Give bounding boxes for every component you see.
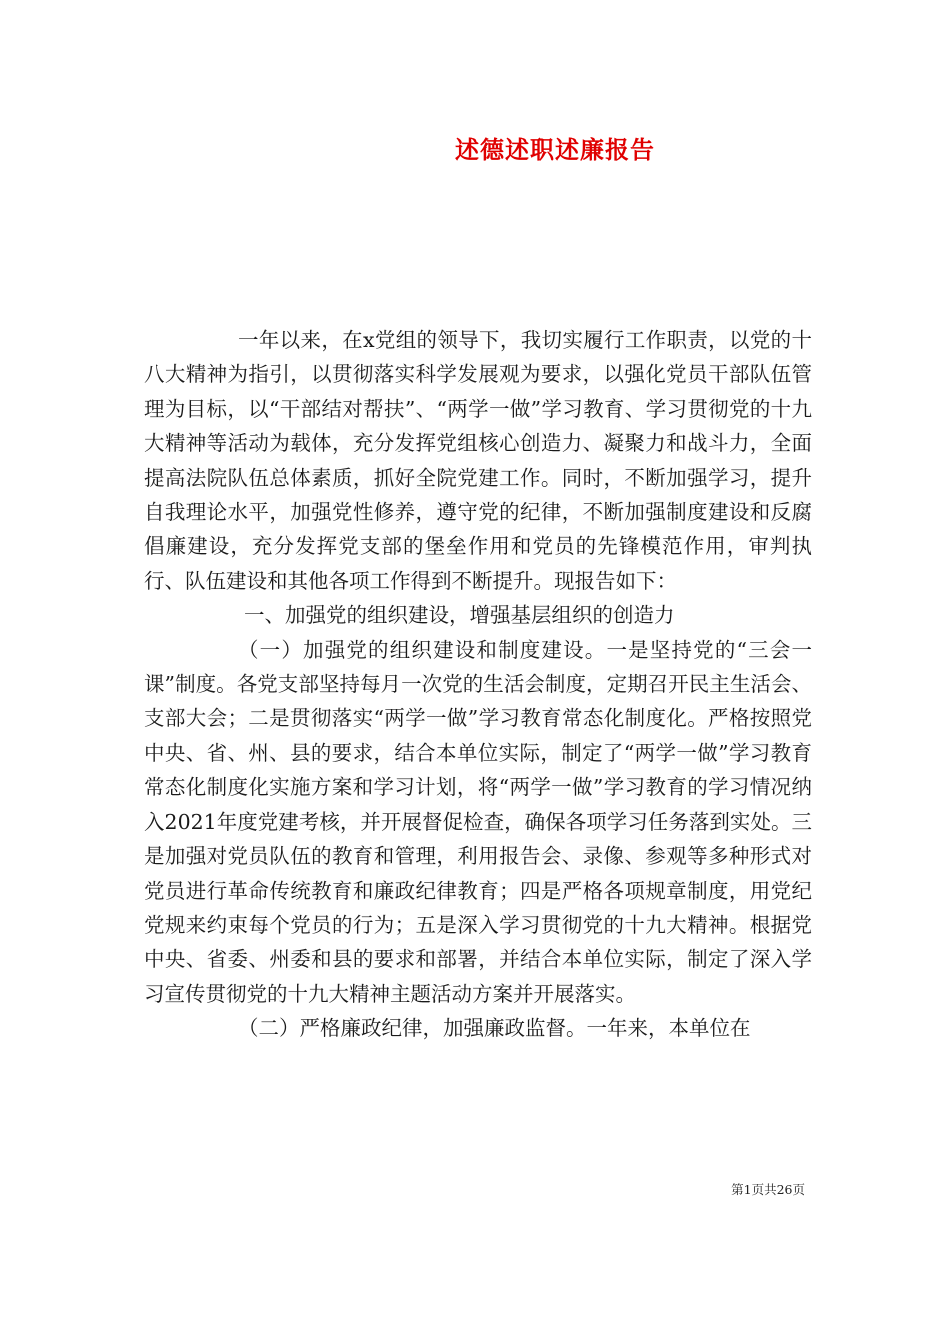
subsection-1-paragraph: （一）加强党的组织建设和制度建设。一是坚持党的“三会一课”制度。各党支部坚持每月一次党的生活会制度，定期召开民主生活会、支部大会；二是贯彻落实“两学一做”学习教育常态化制度化。严格按照党中央、省、州、县的要求，结合本单位实际，制定了“两学一做”学习教育常态化制度化实施方案和学习计划，将“两学一做”学习教育的学习情况纳入2021年度党建考核，并开展督促检查，确保各项学习任务落到实处。三是加强对党员队伍的教育和管理，利用报告会、录像、参观等多种形式对党员进行革命传统教育和廉政纪律教育；四是严格各项规章制度，用党纪党规来约束每个党员的行为；五是深入学习贯彻党的十九大精神。根据党中央、省委、州委和县的要求和部署，并结合本单位实际，制定了深入学习宣传贯彻党的十九大精神主题活动方案并开展落实。 [144, 637, 812, 1006]
document-body [144, 323, 812, 1046]
intro-paragraph: 一年以来，在x党组的领导下，我切实履行工作职责，以党的十八大精神为指引，以贯彻落实科学发展观为要求，以强化党员干部队伍管理为目标，以“干部结对帮扶”、“两学一做”学习教育、学习贯彻党的十九大精神等活动为载体，充分发挥党组核心创造力、凝聚力和战斗力，全面提高法院队伍总体素质，抓好全院党建工作。同时，不断加强学习，提升自我理论水平，加强党性修养，遵守党的纪律，不断加强制度建设和反腐倡廉建设，充分发挥党支部的堡垒作用和党员的先锋模范作用，审判执行、队伍建设和其他各项工作得到不断提升。现报告如下： [144, 328, 812, 593]
subsection-2-paragraph: （二）严格廉政纪律，加强廉政监督。一年来，本单位在 [238, 1016, 751, 1041]
document-title: 述德述职述廉报告 [455, 135, 655, 164]
page-number: 第1页共26页 [731, 1182, 805, 1197]
section-heading: 一、加强党的组织建设，增强基层组织的创造力 [244, 603, 675, 628]
